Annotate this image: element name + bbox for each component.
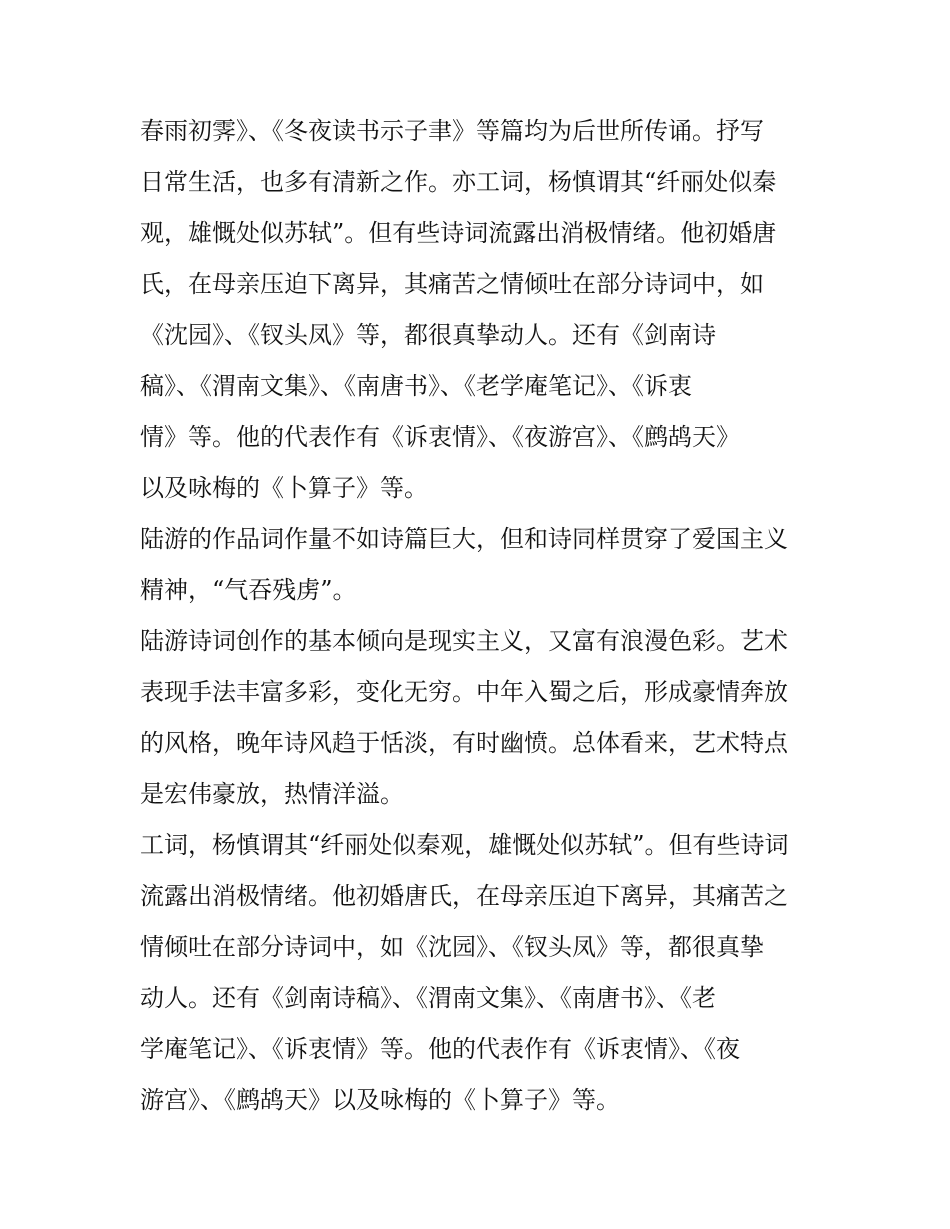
text-line: 观，雄慨处似苏轼”。但有些诗词流露出消极情绪。他初婚唐	[140, 219, 777, 247]
text-line: 游宫》、《鹧鸪天》以及咏梅的《卜算子》等。	[140, 1086, 620, 1114]
text-line: 以及咏梅的《卜算子》等。	[140, 474, 428, 502]
text-line: 情倾吐在部分诗词中，如《沈园》、《钗头凤》等，都很真挚	[140, 933, 764, 961]
text-line: 春雨初霁》、《冬夜读书示子聿》等篇均为后世所传诵。抒写	[140, 117, 764, 145]
text-line: 陆游诗词创作的基本倾向是现实主义，又富有浪漫色彩。艺术	[140, 627, 788, 655]
text-line: 的风格，晚年诗风趋于恬淡，有时幽愤。总体看来，艺术特点	[140, 729, 788, 757]
text-line: 流露出消极情绪。他初婚唐氏，在母亲压迫下离异，其痛苦之	[140, 882, 788, 910]
text-line: 《沈园》、《钗头凤》等，都很真挚动人。还有《剑南诗	[140, 321, 716, 349]
text-line: 氏，在母亲压迫下离异，其痛苦之情倾吐在部分诗词中，如	[140, 270, 764, 298]
text-line: 是宏伟豪放，热情洋溢。	[140, 780, 404, 808]
text-line: 稿》、《渭南文集》、《南唐书》、《老学庵笔记》、《诉衷	[140, 372, 692, 400]
text-line: 精神，“气吞残虏”。	[140, 576, 357, 604]
text-line: 日常生活，也多有清新之作。亦工词，杨慎谓其“纤丽处似秦	[140, 168, 777, 196]
text-line: 学庵笔记》、《诉衷情》等。他的代表作有《诉衷情》、《夜	[140, 1035, 740, 1063]
text-line: 情》等。他的代表作有《诉衷情》、《夜游宫》、《鹧鸪天》	[140, 423, 740, 451]
document-body	[140, 106, 820, 1126]
text-line: 工词，杨慎谓其“纤丽处似秦观，雄慨处似苏轼”。但有些诗词	[140, 831, 789, 859]
text-line: 动人。还有《剑南诗稿》、《渭南文集》、《南唐书》、《老	[140, 984, 716, 1012]
text-line: 陆游的作品词作量不如诗篇巨大，但和诗同样贯穿了爱国主义	[140, 525, 788, 553]
text-line: 表现手法丰富多彩，变化无穷。中年入蜀之后，形成豪情奔放	[140, 678, 788, 706]
